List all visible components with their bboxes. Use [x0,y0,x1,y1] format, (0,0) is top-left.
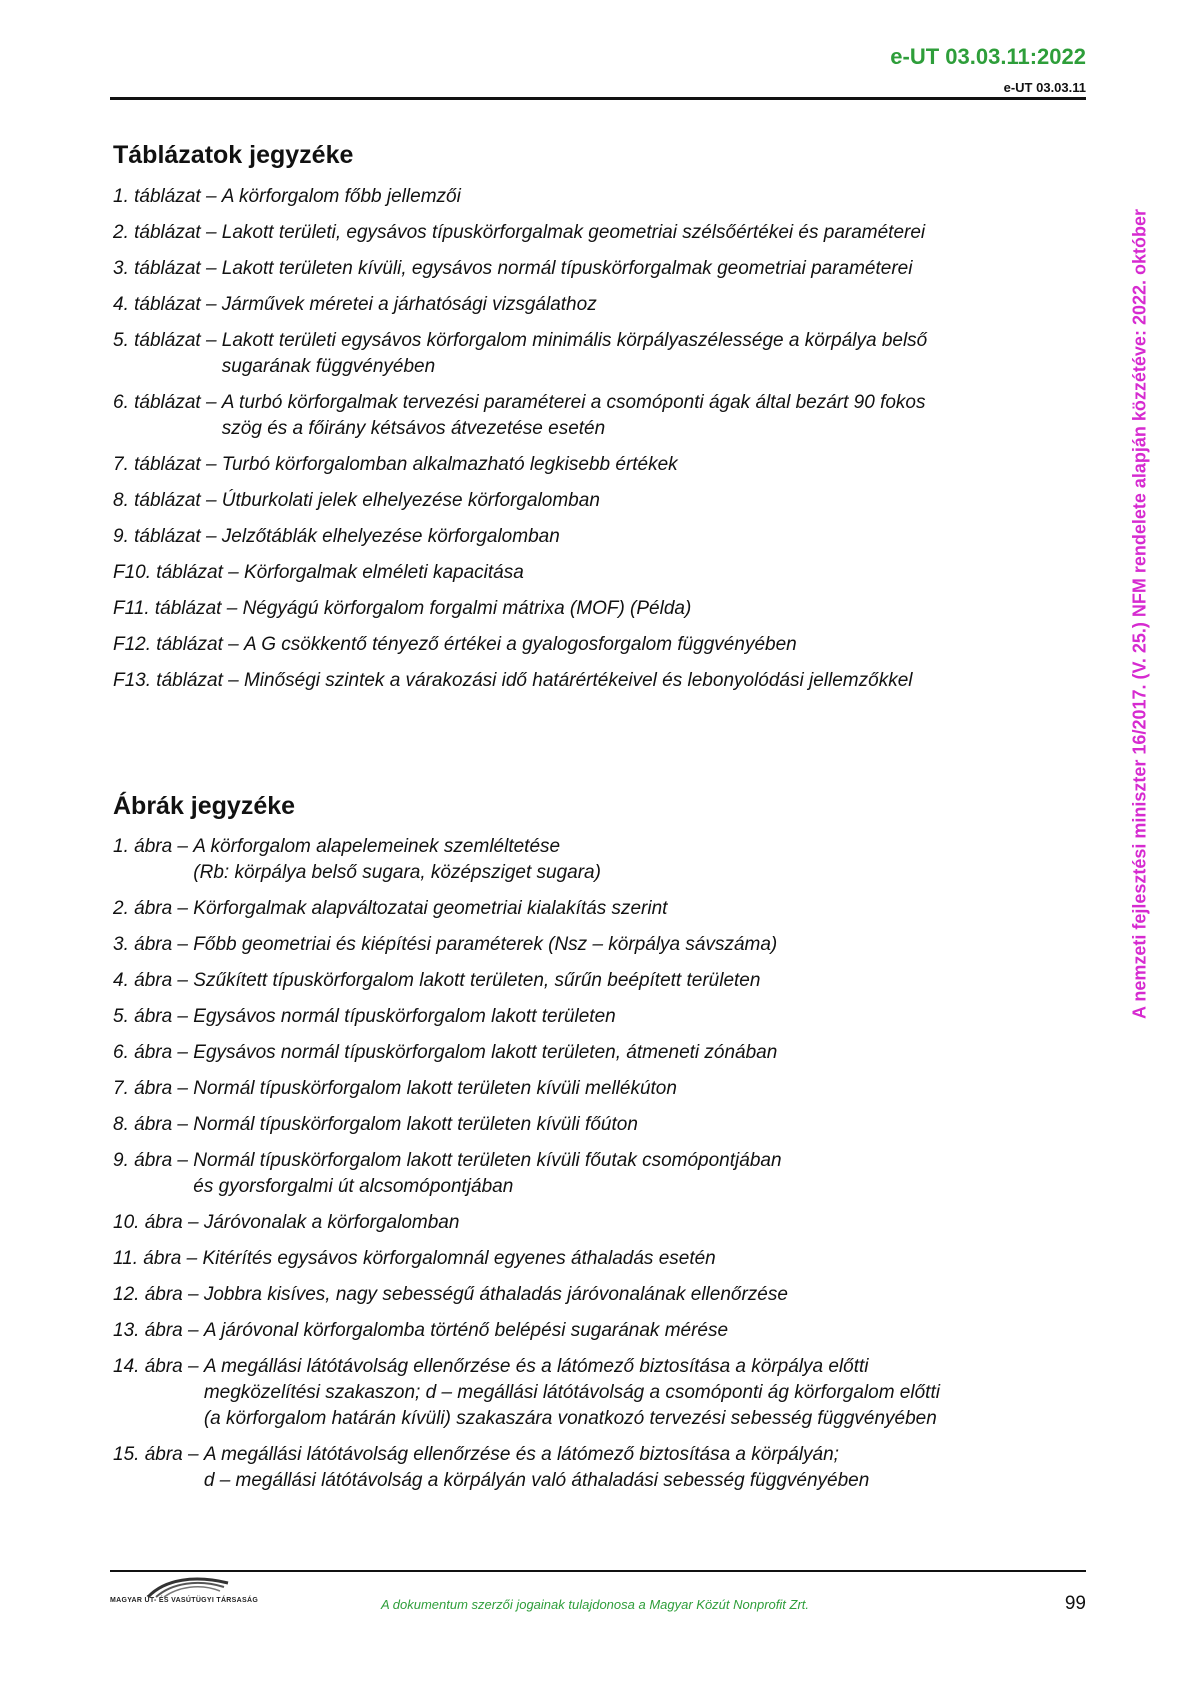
table-entry-prefix: 7. táblázat – [113,454,222,475]
figure-entry-line: és gyorsforgalmi út alcsomópontjában [193,1176,514,1197]
tables-section-title: Táblázatok jegyzéke [113,141,354,169]
table-entry-line: A körforgalom főbb jellemzői [221,186,461,207]
figure-entry [113,1148,1093,1200]
footer-rule [110,1570,1086,1572]
table-entry-line: A G csökkentő tényező értékei a gyalogosforgalom függvényében [243,634,797,655]
figure-entry [113,834,1093,886]
header-sub-code: e-UT 03.03.11 [1003,80,1086,95]
side-note-text: A nemzeti fejlesztési miniszter 16/2017. (V. 25.) NFM rendelete alapján közzétéve: 2022. október [1129,209,1150,1019]
figure-entry [113,896,1093,922]
table-entry-prefix: 5. táblázat – [113,330,222,351]
figure-entry [113,1442,1093,1494]
table-entry-prefix: 9. táblázat – [113,526,222,547]
table-entry-prefix: 6. táblázat – [113,392,222,413]
table-entry [113,560,1093,586]
table-entry-line: Járművek méretei a járhatósági vizsgálathoz [221,294,597,315]
table-entry [113,184,1093,210]
figure-entry-prefix: 1. ábra – [113,836,194,857]
table-entry-line: sugarának függvényében [221,356,436,377]
table-entry-line: A turbó körforgalmak tervezési paraméterei a csomóponti ágak által bezárt 90 fokos [221,392,926,413]
figure-entry-line: Kitérítés egysávos körforgalomnál egyenes áthaladás esetén [202,1248,716,1269]
table-entry-line: Lakott területi, egysávos típuskörforgalmak geometriai szélsőértékei és paraméterei [221,222,926,243]
figure-entry [113,932,1093,958]
table-entry-prefix: F12. táblázat – [113,634,244,655]
figure-entry-prefix: 3. ábra – [113,934,194,955]
table-entry-line: Jelzőtáblák elhelyezése körforgalomban [221,526,560,547]
table-entry [113,256,1093,282]
figure-entry-prefix: 13. ábra – [113,1320,204,1341]
table-entry [113,292,1093,318]
table-entry [113,328,1093,380]
figure-entry-prefix: 9. ábra – [113,1150,194,1171]
header-rule [110,97,1086,100]
figures-list [113,834,1093,1504]
figure-entry-line: Normál típuskörforgalom lakott területen kívüli mellékúton [193,1078,677,1099]
figure-entry-line: (a körforgalom határán kívüli) szakaszára vonatkozó tervezési sebesség függvényében [203,1408,937,1429]
figure-entry-line: Normál típuskörforgalom lakott területen kívüli főutak csomópontjában [193,1150,782,1171]
figure-entry-prefix: 4. ábra – [113,970,194,991]
table-entry-prefix: F10. táblázat – [113,562,244,583]
table-entry [113,488,1093,514]
figure-entry-line: A járóvonal körforgalomba történő belépési sugarának mérése [203,1320,729,1341]
figure-entry-line: A megállási látótávolság ellenőrzése és a látómező biztosítása a körpálya előtti [203,1356,869,1377]
table-entry [113,632,1093,658]
figure-entry-line: A körforgalom alapelemeinek szemléltetése [193,836,561,857]
figure-entry [113,1076,1093,1102]
table-entry [113,524,1093,550]
header-code: e-UT 03.03.11:2022 [890,44,1086,69]
table-entry-prefix: 8. táblázat – [113,490,222,511]
table-entry [113,390,1093,442]
side-note [1120,163,1160,1066]
table-entry-prefix: 1. táblázat – [113,186,222,207]
figure-entry [113,1004,1093,1030]
figure-entry [113,1354,1093,1432]
figures-section-title: Ábrák jegyzéke [113,792,296,820]
figure-entry-prefix: 12. ábra – [113,1284,204,1305]
figure-entry-line: Egysávos normál típuskörforgalom lakott területen, átmeneti zónában [193,1042,778,1063]
figure-entry-prefix: 5. ábra – [113,1006,194,1027]
figure-entry-line: A megállási látótávolság ellenőrzése és a látómező biztosítása a körpályán; [203,1444,839,1465]
road-arc-icon [110,1573,260,1599]
figure-entry [113,1210,1093,1236]
footer-copyright: A dokumentum szerzői jogainak tulajdonosa a Magyar Közút Nonprofit Zrt. [380,1597,809,1612]
figure-entry-line: Járóvonalak a körforgalomban [203,1212,460,1233]
figure-entry-line: Főbb geometriai és kiépítési paraméterek (Nsz – körpálya sávszáma) [193,934,778,955]
figure-entry-line: Egysávos normál típuskörforgalom lakott területen [193,1006,616,1027]
figure-entry-line: Szűkített típuskörforgalom lakott területen, sűrűn beépített területen [193,970,761,991]
figure-entry [113,1112,1093,1138]
table-entry-prefix: F11. táblázat – [113,598,243,619]
figure-entry-prefix: 10. ábra – [113,1212,204,1233]
figure-entry [113,1318,1093,1344]
table-entry-prefix: 4. táblázat – [113,294,222,315]
figure-entry-line: megközelítési szakaszon; d – megállási látótávolság a csomóponti ág körforgalom előtti [203,1382,940,1403]
figure-entry-line: d – megállási látótávolság a körpályán való áthaladási sebesség függvényében [203,1470,870,1491]
logo-text: MAGYAR ÚT- ÉS VASÚTÜGYI TÁRSASÁG [110,1597,259,1604]
table-entry [113,452,1093,478]
figure-entry [113,1040,1093,1066]
table-entry [113,668,1093,694]
page-number: 99 [1064,1593,1086,1614]
figure-entry [113,968,1093,994]
figure-entry-line: (Rb: körpálya belső sugara, középsziget sugara) [193,862,601,883]
figure-entry-prefix: 7. ábra – [113,1078,194,1099]
table-entry [113,220,1093,246]
figure-entry [113,1246,1093,1272]
table-entry [113,596,1093,622]
table-entry-line: szög és a főirány kétsávos átvezetése esetén [221,418,606,439]
table-entry-line: Lakott területen kívüli, egysávos normál típuskörforgalmak geometriai paraméterei [221,258,913,279]
figure-entry-prefix: 6. ábra – [113,1042,194,1063]
table-entry-prefix: F13. táblázat – [113,670,244,691]
table-entry-prefix: 2. táblázat – [113,222,222,243]
figure-entry-line: Körforgalmak alapváltozatai geometriai kialakítás szerint [193,898,668,919]
figure-entry-line: Jobbra kisíves, nagy sebességű áthaladás járóvonalának ellenőrzése [203,1284,788,1305]
table-entry-line: Turbó körforgalomban alkalmazható legkisebb értékek [221,454,678,475]
figure-entry-prefix: 15. ábra – [113,1444,204,1465]
table-entry-line: Négyágú körforgalom forgalmi mátrixa (MOF) (Példa) [242,598,692,619]
table-entry-line: Körforgalmak elméleti kapacitása [243,562,524,583]
figure-entry-prefix: 11. ábra – [113,1248,203,1269]
figure-entry-prefix: 8. ábra – [113,1114,194,1135]
tables-list [113,184,1093,704]
figure-entry-line: Normál típuskörforgalom lakott területen kívüli főúton [193,1114,638,1135]
figure-entry [113,1282,1093,1308]
table-entry-line: Útburkolati jelek elhelyezése körforgalomban [221,490,600,511]
table-entry-prefix: 3. táblázat – [113,258,222,279]
figure-entry-prefix: 14. ábra – [113,1356,204,1377]
table-entry-line: Minőségi szintek a várakozási idő határértékeivel és lebonyolódási jellemzőkkel [243,670,913,691]
figure-entry-prefix: 2. ábra – [113,898,194,919]
table-entry-line: Lakott területi egysávos körforgalom minimális körpályaszélessége a körpálya belső [221,330,928,351]
